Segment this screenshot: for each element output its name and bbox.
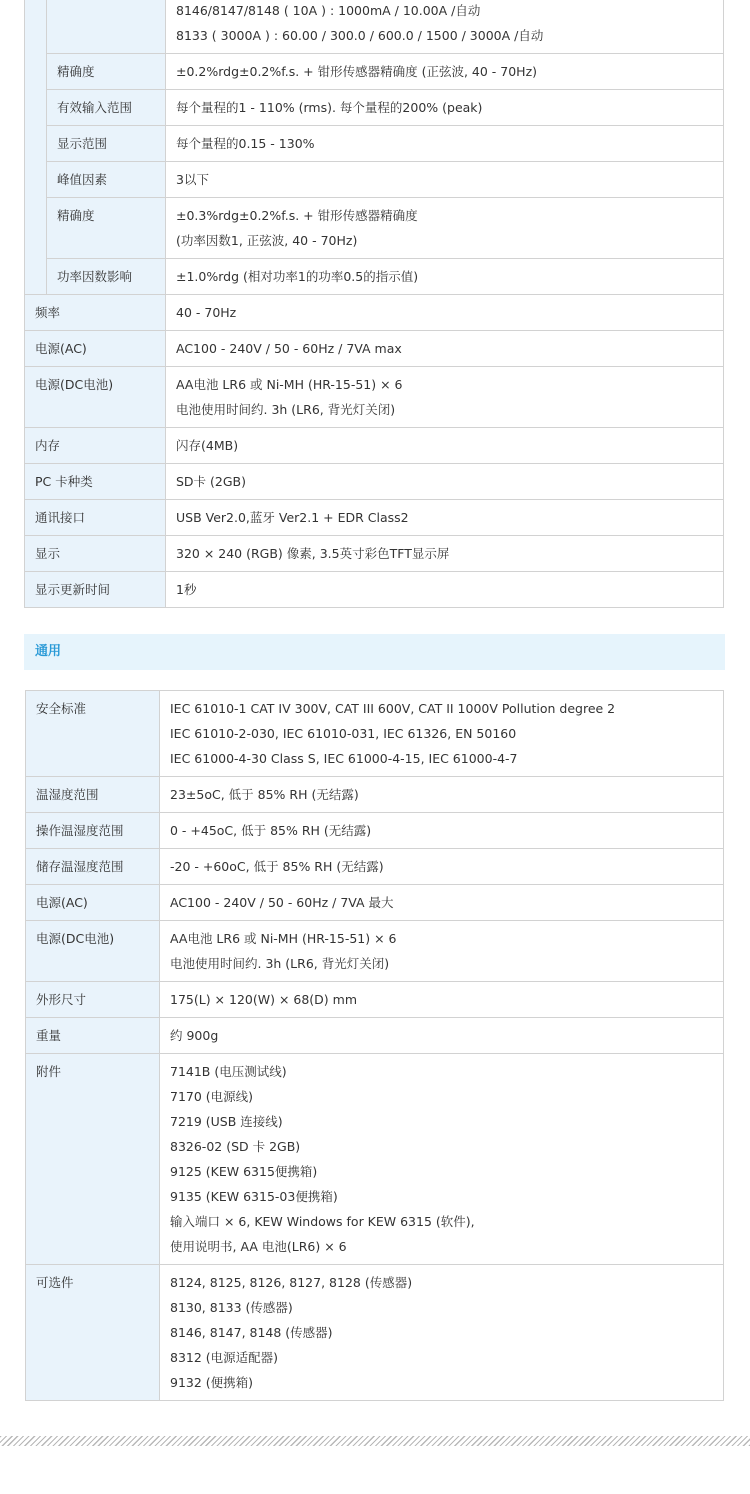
spec-label-cell — [25, 295, 166, 331]
spec-value-line: ±0.3%rdg±0.2%f.s. + 钳形传感器精确度 — [176, 208, 418, 223]
spec-value-cell — [160, 1018, 724, 1054]
spec-value-cell — [166, 500, 724, 536]
spec-row — [25, 295, 724, 331]
spec-row — [26, 691, 724, 777]
spec-subrow — [25, 90, 724, 126]
spec-label: 储存温湿度范围 — [36, 859, 124, 874]
spec-label: 电源(AC) — [35, 341, 87, 356]
spec-value-cell — [166, 162, 724, 198]
spec-value-cell — [160, 921, 724, 982]
spec-label: 电源(DC电池) — [36, 931, 115, 946]
spec-label: 电源(AC) — [36, 895, 88, 910]
spec-label: 附件 — [36, 1064, 62, 1079]
spec-subrow — [25, 126, 724, 162]
spec-value-line: ±1.0%rdg (相对功率1的功率0.5的指示值) — [176, 269, 419, 284]
spec-value-line: 23±5oC, 低于 85% RH (无结露) — [170, 787, 359, 802]
spec-label: 显示范围 — [57, 136, 108, 151]
spec-value-line: 约 900g — [170, 1028, 219, 1043]
spec-value-line: 1秒 — [176, 582, 197, 597]
spec-label: 有效输入范围 — [57, 100, 133, 115]
spec-row — [25, 536, 724, 572]
spec-value-line: 7219 (USB 连接线) — [170, 1114, 283, 1129]
spec-indent-cell — [25, 126, 47, 162]
spec-row — [25, 464, 724, 500]
spec-label-cell — [25, 464, 166, 500]
spec-label: 精确度 — [57, 208, 95, 223]
spec-label-cell — [47, 259, 166, 295]
section-header-general — [24, 634, 725, 670]
spec-indent-cell — [25, 259, 47, 295]
spec-value-cell — [166, 428, 724, 464]
spec-value-line: AC100 - 240V / 50 - 60Hz / 7VA max — [176, 341, 402, 356]
spec-value-line: AA电池 LR6 或 Ni-MH (HR-15-51) × 6 — [176, 377, 403, 392]
spec-value-line: 闪存(4MB) — [176, 438, 239, 453]
spec-label-cell — [25, 331, 166, 367]
spec-value-cell — [160, 1054, 724, 1265]
spec-indent-cell — [25, 162, 47, 198]
spec-label-cell — [47, 54, 166, 90]
spec-row — [25, 428, 724, 464]
spec-value-line: 8326-02 (SD 卡 2GB) — [170, 1139, 301, 1154]
spec-value-line: 8146/8147/8148 ( 10A ) : 1000mA / 10.00A /自动 — [176, 3, 481, 18]
spec-label-cell — [25, 500, 166, 536]
spec-value-line: 9125 (KEW 6315便携箱) — [170, 1164, 318, 1179]
spec-label: 显示 — [35, 546, 61, 561]
spec-value-line: 输入端口 × 6, KEW Windows for KEW 6315 (软件), — [170, 1214, 475, 1229]
spec-value-line: 9135 (KEW 6315-03便携箱) — [170, 1189, 338, 1204]
spec-label-cell — [26, 885, 160, 921]
spec-value-line: ±0.2%rdg±0.2%f.s. + 钳形传感器精确度 (正弦波, 40 - 70Hz) — [176, 64, 538, 79]
spec-label-cell — [26, 982, 160, 1018]
spec-label: 通讯接口 — [35, 510, 86, 525]
spec-label-cell — [26, 921, 160, 982]
spec-value-line: IEC 61000-4-30 Class S, IEC 61000-4-15, IEC 61000-4-7 — [170, 751, 518, 766]
spec-label-cell — [47, 162, 166, 198]
spec-indent-cell — [25, 198, 47, 259]
spec-value-line: 每个量程的0.15 - 130% — [176, 136, 315, 151]
footer-divider — [0, 1436, 750, 1446]
spec-value-cell — [166, 367, 724, 428]
spec-label-cell — [47, 90, 166, 126]
spec-value-cell — [166, 0, 724, 54]
spec-label: 温湿度范围 — [36, 787, 99, 802]
spec-label-cell — [26, 777, 160, 813]
spec-label: 内存 — [35, 438, 61, 453]
spec-label: 电源(DC电池) — [35, 377, 114, 392]
spec-row — [26, 885, 724, 921]
spec-value-line: -20 - +60oC, 低于 85% RH (无结露) — [170, 859, 384, 874]
spec-subrow — [25, 198, 724, 259]
spec-value-line: IEC 61010-2-030, IEC 61010-031, IEC 61326, EN 50160 — [170, 726, 517, 741]
spec-value-cell — [166, 126, 724, 162]
spec-value-cell — [160, 982, 724, 1018]
spec-label-cell — [47, 198, 166, 259]
spec-row — [25, 367, 724, 428]
spec-value-line: 8124, 8125, 8126, 8127, 8128 (传感器) — [170, 1275, 413, 1290]
spec-value-cell — [166, 295, 724, 331]
spec-table-general — [25, 690, 724, 1401]
spec-indent-cell — [25, 90, 47, 126]
spec-label-cell — [25, 572, 166, 608]
section-title: 通用 — [35, 644, 62, 659]
spec-label-cell — [26, 1265, 160, 1401]
spec-value-line: 8130, 8133 (传感器) — [170, 1300, 293, 1315]
spec-row — [26, 813, 724, 849]
spec-row — [25, 331, 724, 367]
spec-label: 精确度 — [57, 64, 95, 79]
spec-indent-cell — [25, 54, 47, 90]
spec-value-cell — [166, 259, 724, 295]
spec-value-line: 3以下 — [176, 172, 209, 187]
spec-value-cell — [166, 536, 724, 572]
spec-value-cell — [160, 849, 724, 885]
spec-row — [25, 500, 724, 536]
spec-label-cell — [26, 691, 160, 777]
spec-row — [25, 572, 724, 608]
spec-label: 显示更新时间 — [35, 582, 111, 597]
spec-value-line: 40 - 70Hz — [176, 305, 237, 320]
spec-value-line: USB Ver2.0,蓝牙 Ver2.1 + EDR Class2 — [176, 510, 409, 525]
spec-value-line: 8146, 8147, 8148 (传感器) — [170, 1325, 333, 1340]
spec-label: PC 卡种类 — [35, 474, 93, 489]
spec-label-cell — [26, 1018, 160, 1054]
spec-value-cell — [166, 90, 724, 126]
spec-label: 可选件 — [36, 1275, 74, 1290]
spec-value-line: 8312 (电源适配器) — [170, 1350, 279, 1365]
spec-value-line: 320 × 240 (RGB) 像素, 3.5英寸彩色TFT显示屏 — [176, 546, 450, 561]
spec-label-cell — [26, 813, 160, 849]
spec-value-cell — [160, 777, 724, 813]
spec-value-line: AC100 - 240V / 50 - 60Hz / 7VA 最大 — [170, 895, 394, 910]
spec-label-cell — [47, 126, 166, 162]
spec-value-line: AA电池 LR6 或 Ni-MH (HR-15-51) × 6 — [170, 931, 397, 946]
spec-label: 峰值因素 — [57, 172, 108, 187]
spec-value-cell — [166, 54, 724, 90]
spec-value-cell — [160, 813, 724, 849]
spec-label: 操作温湿度范围 — [36, 823, 124, 838]
spec-value-line: 每个量程的1 - 110% (rms). 每个量程的200% (peak) — [176, 100, 483, 115]
spec-label: 功率因数影响 — [57, 269, 133, 284]
spec-subrow — [25, 162, 724, 198]
spec-value-line: 8133 ( 3000A ) : 60.00 / 300.0 / 600.0 / 1500 / 3000A /自动 — [176, 28, 544, 43]
spec-value-line: 电池使用时间约. 3h (LR6, 背光灯关闭) — [170, 956, 390, 971]
spec-value-cell — [166, 572, 724, 608]
spec-label: 外形尺寸 — [36, 992, 87, 1007]
spec-value-line: 175(L) × 120(W) × 68(D) mm — [170, 992, 357, 1007]
spec-row — [26, 982, 724, 1018]
spec-row — [26, 1018, 724, 1054]
spec-value-line: SD卡 (2GB) — [176, 474, 247, 489]
spec-value-line: 使用说明书, AA 电池(LR6) × 6 — [170, 1239, 347, 1254]
spec-value-line: 电池使用时间约. 3h (LR6, 背光灯关闭) — [176, 402, 396, 417]
spec-value-line: 7170 (电源线) — [170, 1089, 254, 1104]
spec-value-cell — [160, 691, 724, 777]
spec-value-line: IEC 61010-1 CAT IV 300V, CAT III 600V, CAT II 1000V Pollution degree 2 — [170, 701, 616, 716]
spec-value-line: 0 - +45oC, 低于 85% RH (无结露) — [170, 823, 372, 838]
spec-label: 重量 — [36, 1028, 62, 1043]
spec-label-cell — [25, 536, 166, 572]
spec-label-cell — [47, 0, 166, 54]
spec-value-line: (功率因数1, 正弦波, 40 - 70Hz) — [176, 233, 358, 248]
spec-row — [26, 1265, 724, 1401]
spec-value-cell — [166, 331, 724, 367]
spec-table-measurement — [24, 0, 724, 608]
spec-label: 频率 — [35, 305, 61, 320]
spec-value-line: 7141B (电压测试线) — [170, 1064, 287, 1079]
spec-subrow — [25, 259, 724, 295]
spec-value-line: 9132 (便携箱) — [170, 1375, 254, 1390]
spec-value-cell — [160, 1265, 724, 1401]
spec-row-continuation — [25, 0, 724, 54]
spec-row — [26, 921, 724, 982]
spec-indent-cell — [25, 0, 47, 54]
spec-label-cell — [25, 367, 166, 428]
spec-value-cell — [166, 198, 724, 259]
spec-label-cell — [26, 1054, 160, 1265]
spec-value-cell — [166, 464, 724, 500]
spec-subrow — [25, 54, 724, 90]
spec-label-cell — [25, 428, 166, 464]
spec-label: 安全标准 — [36, 701, 87, 716]
spec-label-cell — [26, 849, 160, 885]
spec-value-cell — [160, 885, 724, 921]
spec-row — [26, 1054, 724, 1265]
spec-row — [26, 777, 724, 813]
spec-row — [26, 849, 724, 885]
